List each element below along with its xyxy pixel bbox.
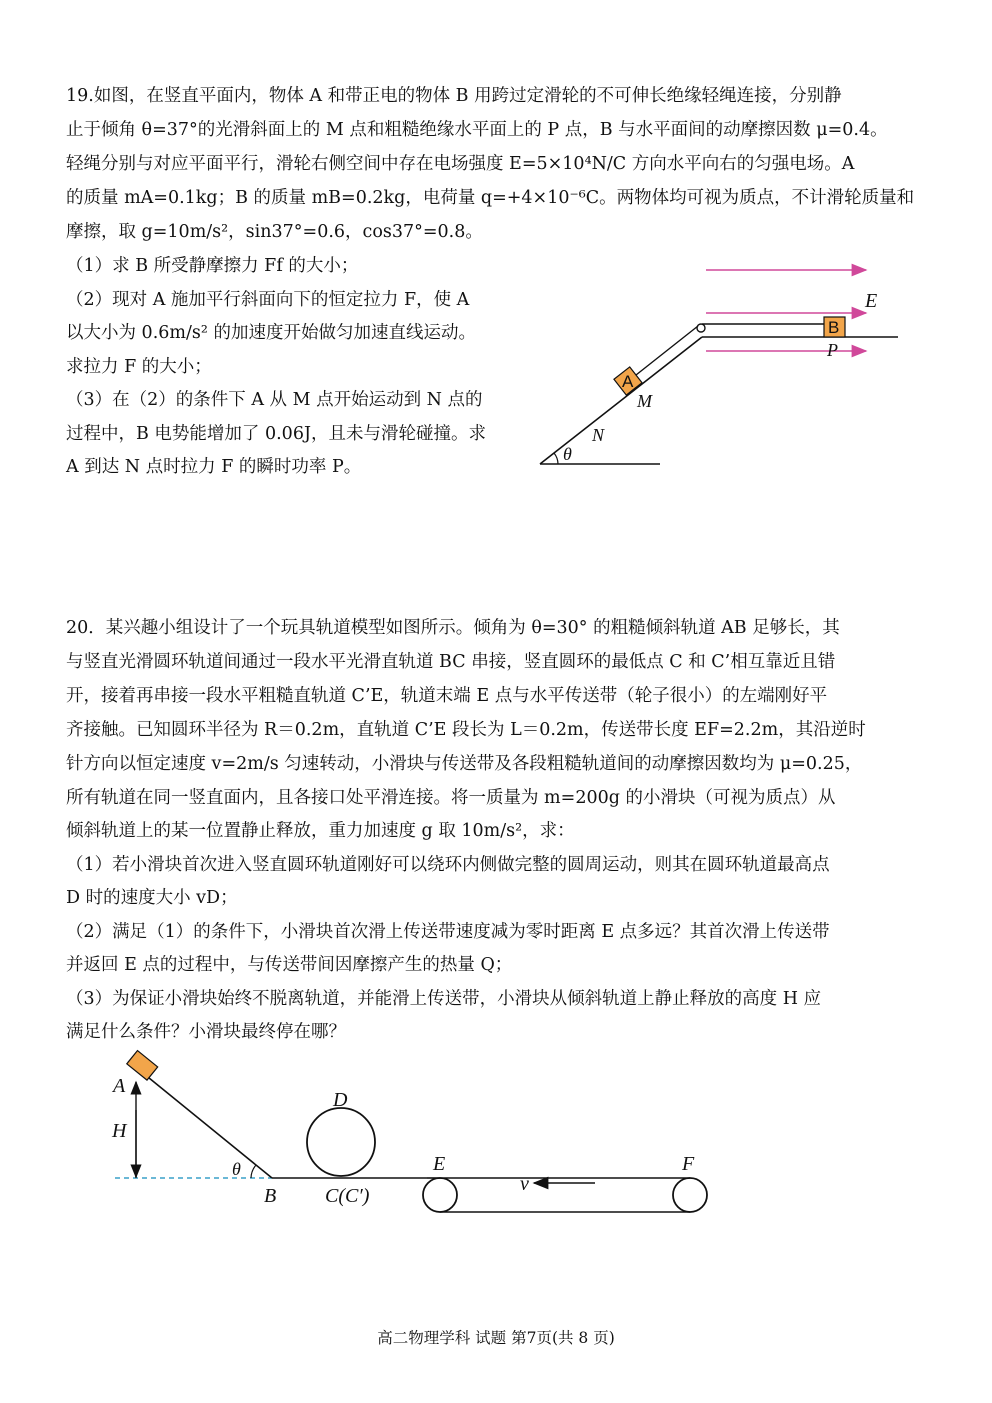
q20-part1-line2: D 时的速度大小 vD； [66, 888, 238, 908]
angle-label: θ [563, 444, 572, 464]
velocity-label: v [520, 1173, 529, 1195]
q20-part2-line1: （2）满足（1）的条件下，小滑块首次滑上传送带速度减为零时距离 E 点多远？其首次滑上传送带 [66, 922, 830, 942]
page-footer: 高二物理学科 试题 第7页(共 8 页) [377, 1329, 615, 1347]
q20-part3-line1: （3）为保证小滑块始终不脱离轨道，并能滑上传送带，小滑块从倾斜轨道上静止释放的高度 H 应 [66, 989, 822, 1009]
point-A-label: A [113, 1075, 126, 1097]
q19-part2-line1: （2）现对 A 施加平行斜面向下的恒定拉力 F，使 A [66, 290, 470, 310]
field-label-E: E [865, 290, 878, 312]
q19-line-5: 摩擦，取 g=10m/s²，sin37°=0.6，cos37°=0.8。 [66, 222, 483, 242]
q19-line-3: 轻绳分别与对应平面平行，滑轮右侧空间中存在电场强度 E=5×10⁴N/C 方向水平向右的匀强电场。A [66, 154, 855, 174]
rope-incline [636, 326, 698, 375]
q20-line-5: 针方向以恒定速度 v=2m/s 匀速转动，小滑块与传送带及各段粗糙轨道间的动摩擦因数均为 μ=0.25， [66, 754, 863, 774]
point-M-label: M [637, 391, 652, 411]
point-P-label: P [827, 340, 838, 360]
point-N-label: N [592, 425, 605, 445]
angle-arc [554, 453, 558, 464]
q19-line-2: 止于倾角 θ=37°的光滑斜面上的 M 点和粗糙绝缘水平面上的 P 点，B 与水平面间的动摩擦因数 μ=0.4。 [66, 120, 888, 140]
q20-line-3: 开，接着再串接一段水平粗糙直轨道 C’E，轨道末端 E 点与水平传送带（轮子很小）的左端刚好平 [66, 686, 828, 706]
q20-line-6: 所有轨道在同一竖直面内，且各接口处平滑连接。将一质量为 m=200g 的小滑块（可视为质点）从 [66, 788, 836, 808]
q20-part2-line2: 并返回 E 点的过程中，与传送带间因摩擦产生的热量 Q； [66, 955, 513, 975]
q19-line-4: 的质量 mA=0.1kg；B 的质量 mB=0.2kg，电荷量 q=+4×10⁻⁶C。两物体均可视为质点，不计滑轮质量和 [66, 188, 915, 208]
q19-part2-line2: 以大小为 0.6m/s² 的加速度开始做匀加速直线运动。 [66, 323, 476, 343]
q19-line-1: 19.如图，在竖直平面内，物体 A 和带正电的物体 B 用跨过定滑轮的不可伸长绝缘轻绳连接，分别静 [66, 86, 842, 106]
point-C-label: C(C′) [325, 1185, 370, 1207]
q19-part3-line2: 过程中，B 电势能增加了 0.06J，且未与滑轮碰撞。求 [66, 424, 486, 444]
q19-part3-line1: （3）在（2）的条件下 A 从 M 点开始运动到 N 点的 [66, 390, 483, 410]
pulley [697, 324, 705, 332]
point-B-label: B [264, 1185, 277, 1207]
q19-part1: （1）求 B 所受静摩擦力 Ff 的大小； [66, 256, 359, 276]
point-E-label: E [433, 1153, 446, 1175]
angle-label: θ [232, 1159, 241, 1179]
angle-arc [251, 1165, 256, 1178]
slider-block [127, 1051, 158, 1081]
q19-part3-line3: A 到达 N 点时拉力 F 的瞬时功率 P。 [66, 457, 362, 477]
point-F-label: F [682, 1153, 695, 1175]
q20-line-1: 20．某兴趣小组设计了一个玩具轨道模型如图所示。倾角为 θ=30° 的粗糙倾斜轨道 AB 足够长，其 [66, 618, 840, 638]
block-A-label: A [622, 372, 634, 391]
q20-line-2: 与竖直光滑圆环轨道间通过一段水平光滑直轨道 BC 串接，竖直圆环的最低点 C 和 C’相互靠近且错 [66, 652, 836, 672]
q20-part1-line1: （1）若小滑块首次进入竖直圆环轨道刚好可以绕环内侧做完整的圆周运动，则其在圆环轨道最高点 [66, 855, 830, 875]
q19-part2-line3: 求拉力 F 的大小； [66, 357, 212, 377]
q20-line-7: 倾斜轨道上的某一位置静止释放，重力加速度 g 取 10m/s²，求： [66, 821, 575, 841]
q20-part3-line2: 满足什么条件？小滑块最终停在哪？ [66, 1022, 346, 1042]
vertical-loop [307, 1108, 375, 1176]
pulley-left [423, 1178, 457, 1212]
block-B-label: B [828, 318, 840, 337]
pulley-right [673, 1178, 707, 1212]
height-label: H [112, 1120, 127, 1142]
q20-line-4: 齐接触。已知圆环半径为 R＝0.2m，直轨道 C’E 段长为 L＝0.2m，传送带长度 EF=2.2m，其沿逆时 [66, 720, 866, 740]
point-D-label: D [333, 1089, 348, 1111]
incline-AB [138, 1069, 272, 1178]
q20-figure [100, 1050, 720, 1220]
q19-figure [530, 255, 910, 475]
